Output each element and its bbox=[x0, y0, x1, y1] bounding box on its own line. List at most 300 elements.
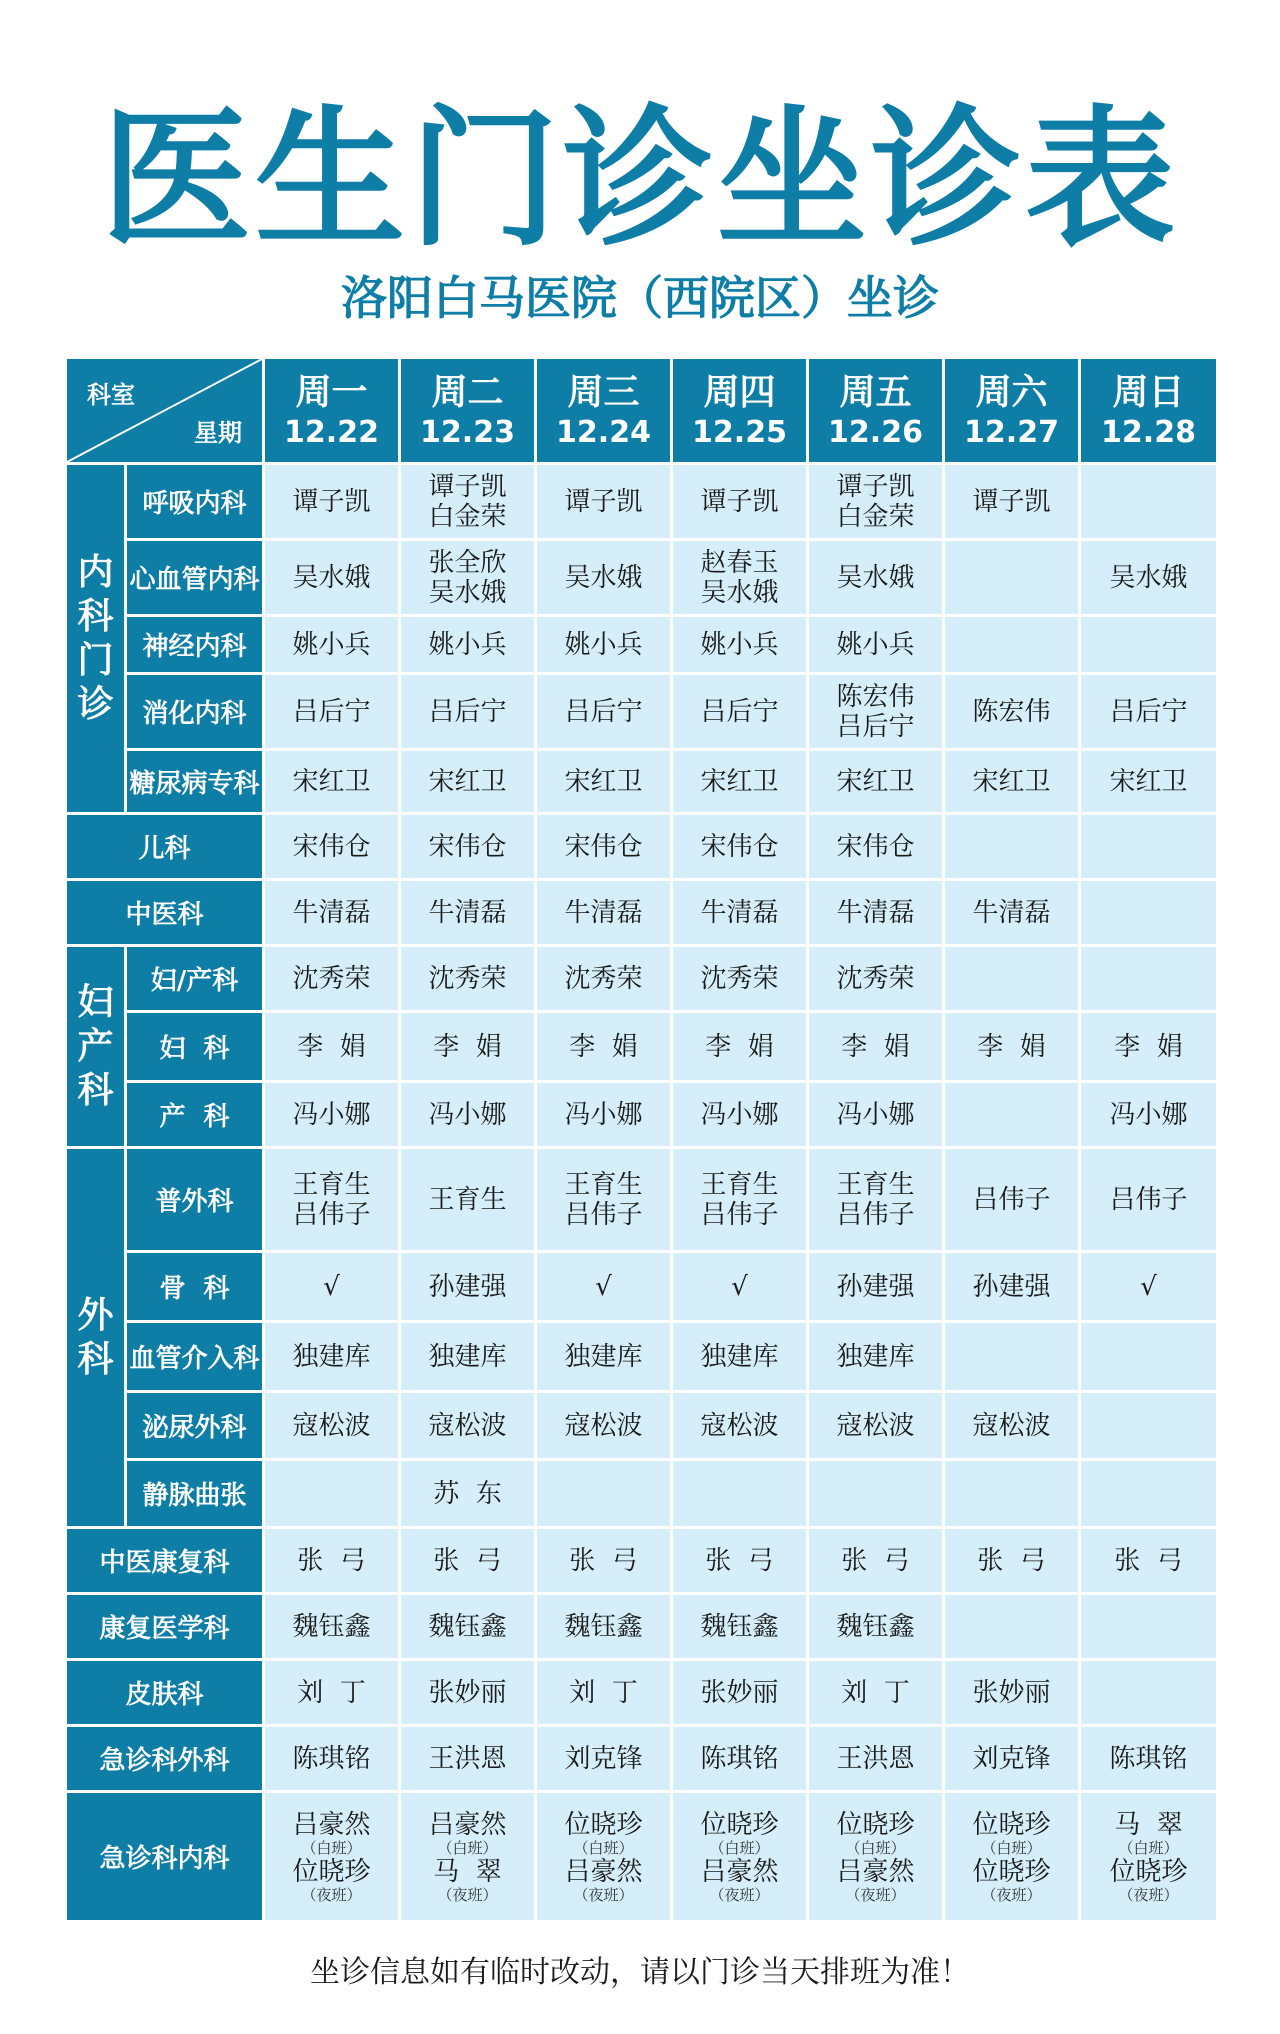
shift-label: （白班） bbox=[437, 1838, 498, 1857]
doctor-name: 李 娟 bbox=[705, 1031, 774, 1062]
table-row bbox=[66, 750, 1218, 814]
schedule-cell bbox=[536, 464, 672, 540]
schedule-cell bbox=[808, 1148, 944, 1252]
schedule-cell bbox=[944, 1322, 1080, 1392]
schedule-cell bbox=[264, 1012, 400, 1082]
schedule-cell bbox=[672, 540, 808, 616]
schedule-cell bbox=[808, 814, 944, 880]
schedule-cell bbox=[264, 1726, 400, 1792]
schedule-cell bbox=[808, 1792, 944, 1922]
schedule-cell bbox=[672, 616, 808, 674]
schedule-cell bbox=[944, 540, 1080, 616]
schedule-cell bbox=[672, 946, 808, 1012]
doctor-name: 独建库 bbox=[836, 1341, 915, 1372]
table-row bbox=[66, 1012, 1218, 1082]
doctor-name: 王洪恩 bbox=[428, 1743, 507, 1774]
schedule-cell bbox=[536, 1082, 672, 1148]
schedule-cell bbox=[400, 1082, 536, 1148]
dept-label: 泌尿外科 bbox=[126, 1392, 264, 1460]
doctor-name: 宋红卫 bbox=[564, 766, 643, 797]
day-header bbox=[672, 358, 808, 464]
doctor-name: 马 翠 bbox=[433, 1856, 502, 1887]
shift-label: （夜班） bbox=[301, 1885, 362, 1904]
doctor-name: 张 弓 bbox=[705, 1545, 774, 1576]
doctor-name: 魏钰鑫 bbox=[292, 1611, 371, 1642]
doctor-name: 赵春玉 bbox=[700, 547, 779, 578]
dept-label: 妇/产科 bbox=[126, 946, 264, 1012]
doctor-name: 寇松波 bbox=[428, 1410, 507, 1441]
doctor-name: 宋伟仓 bbox=[428, 831, 507, 862]
schedule-cell bbox=[264, 464, 400, 540]
group-label bbox=[66, 1148, 126, 1528]
schedule-cell bbox=[1080, 1528, 1218, 1594]
schedule-cell bbox=[672, 1726, 808, 1792]
schedule-cell bbox=[672, 1460, 808, 1528]
schedule-cell bbox=[944, 674, 1080, 750]
day-name: 周五 bbox=[839, 371, 912, 413]
doctor-name: 孙建强 bbox=[836, 1271, 915, 1302]
group-label bbox=[66, 946, 126, 1148]
doctor-name: 王育生 bbox=[700, 1169, 779, 1200]
doctor-name: 张妙丽 bbox=[700, 1677, 779, 1708]
schedule-cell bbox=[672, 1082, 808, 1148]
schedule-cell bbox=[400, 1252, 536, 1322]
doctor-name: 吕后宁 bbox=[836, 711, 915, 742]
doctor-name: 苏 东 bbox=[433, 1478, 502, 1509]
dept-label: 急诊科内科 bbox=[66, 1792, 264, 1922]
schedule-cell bbox=[808, 1460, 944, 1528]
schedule-cell bbox=[1080, 1082, 1218, 1148]
doctor-name: 宋伟仓 bbox=[700, 831, 779, 862]
doctor-name: 陈琪铭 bbox=[292, 1743, 371, 1774]
schedule-cell bbox=[264, 1082, 400, 1148]
subtitle: 洛阳白马医院（西院区）坐诊 bbox=[341, 271, 939, 325]
schedule-cell bbox=[536, 1148, 672, 1252]
day-header bbox=[400, 358, 536, 464]
schedule-cell bbox=[808, 1012, 944, 1082]
doctor-name: 姚小兵 bbox=[292, 629, 371, 660]
doctor-name: 宋红卫 bbox=[428, 766, 507, 797]
doctor-name: 吴水娥 bbox=[564, 562, 643, 593]
doctor-name: 白金荣 bbox=[836, 501, 915, 532]
schedule-cell bbox=[400, 1392, 536, 1460]
doctor-name: 冯小娜 bbox=[836, 1099, 915, 1130]
group-label bbox=[66, 464, 126, 814]
doctor-name: 宋红卫 bbox=[700, 766, 779, 797]
schedule-cell bbox=[400, 1148, 536, 1252]
schedule-cell bbox=[944, 464, 1080, 540]
doctor-name: 吴水娥 bbox=[292, 562, 371, 593]
schedule-cell bbox=[400, 814, 536, 880]
doctor-name: 陈宏伟 bbox=[836, 681, 915, 712]
schedule-cell bbox=[672, 674, 808, 750]
doctor-name: 魏钰鑫 bbox=[836, 1611, 915, 1642]
doctor-name: 独建库 bbox=[700, 1341, 779, 1372]
schedule-cell bbox=[400, 1726, 536, 1792]
table-row bbox=[66, 1148, 1218, 1252]
doctor-name: 李 娟 bbox=[297, 1031, 366, 1062]
doctor-name: 吕伟子 bbox=[292, 1199, 371, 1230]
doctor-name: 张 弓 bbox=[433, 1545, 502, 1576]
schedule-cell bbox=[400, 674, 536, 750]
doctor-name: 张 弓 bbox=[297, 1545, 366, 1576]
doctor-name: 刘 丁 bbox=[569, 1677, 638, 1708]
schedule-cell bbox=[536, 1322, 672, 1392]
doctor-name: 张 弓 bbox=[841, 1545, 910, 1576]
dept-label: 静脉曲张 bbox=[126, 1460, 264, 1528]
schedule-cell bbox=[672, 1322, 808, 1392]
schedule-cell bbox=[536, 1594, 672, 1660]
schedule-cell bbox=[944, 1460, 1080, 1528]
dept-label: 骨 科 bbox=[126, 1252, 264, 1322]
doctor-name: 独建库 bbox=[292, 1341, 371, 1372]
dept-label: 神经内科 bbox=[126, 616, 264, 674]
table-row bbox=[66, 616, 1218, 674]
doctor-name: 谭子凯 bbox=[292, 486, 371, 517]
schedule-cell bbox=[944, 1252, 1080, 1322]
doctor-name: 位晓珍 bbox=[564, 1809, 643, 1840]
doctor-name: 寇松波 bbox=[292, 1410, 371, 1441]
schedule-cell bbox=[264, 1528, 400, 1594]
schedule-cell bbox=[264, 1252, 400, 1322]
dept-label: 消化内科 bbox=[126, 674, 264, 750]
shift-label: （夜班） bbox=[437, 1885, 498, 1904]
check-mark: √ bbox=[595, 1271, 612, 1302]
doctor-name: 沈秀荣 bbox=[292, 963, 371, 994]
schedule-cell bbox=[808, 750, 944, 814]
group-label-text: 妇 产 科 bbox=[77, 981, 114, 1111]
schedule-cell bbox=[400, 464, 536, 540]
schedule-cell bbox=[1080, 1660, 1218, 1726]
schedule-cell bbox=[536, 1528, 672, 1594]
shift-label: （白班） bbox=[573, 1838, 634, 1857]
doctor-name: 谭子凯 bbox=[428, 471, 507, 502]
day-header bbox=[944, 358, 1080, 464]
doctor-name: 沈秀荣 bbox=[564, 963, 643, 994]
schedule-cell bbox=[400, 750, 536, 814]
schedule-cell bbox=[264, 616, 400, 674]
doctor-name: 吕豪然 bbox=[292, 1809, 371, 1840]
schedule-cell bbox=[808, 540, 944, 616]
day-date: 12.22 bbox=[284, 414, 379, 450]
shift-label: （白班） bbox=[845, 1838, 906, 1857]
schedule-cell bbox=[944, 750, 1080, 814]
schedule-cell bbox=[400, 880, 536, 946]
schedule-cell bbox=[1080, 1392, 1218, 1460]
doctor-name: 冯小娜 bbox=[1109, 1099, 1188, 1130]
doctor-name: 吕后宁 bbox=[700, 696, 779, 727]
schedule-cell bbox=[944, 1392, 1080, 1460]
schedule-cell bbox=[808, 1392, 944, 1460]
schedule-cell bbox=[808, 1252, 944, 1322]
day-name: 周六 bbox=[975, 371, 1048, 413]
shift-label: （夜班） bbox=[981, 1885, 1042, 1904]
doctor-name: 王育生 bbox=[292, 1169, 371, 1200]
dept-label: 妇 科 bbox=[126, 1012, 264, 1082]
doctor-name: 吴水娥 bbox=[836, 562, 915, 593]
table-row bbox=[66, 1252, 1218, 1322]
doctor-name: 沈秀荣 bbox=[428, 963, 507, 994]
schedule-cell bbox=[264, 540, 400, 616]
schedule-cell bbox=[1080, 1460, 1218, 1528]
main-title: 医生门诊坐诊表 bbox=[100, 93, 1179, 267]
day-name: 周日 bbox=[1112, 371, 1185, 413]
doctor-name: 王洪恩 bbox=[836, 1743, 915, 1774]
table-row bbox=[66, 814, 1218, 880]
day-name: 周一 bbox=[295, 371, 368, 413]
table-row bbox=[66, 1792, 1218, 1922]
schedule-cell bbox=[944, 1594, 1080, 1660]
schedule-cell bbox=[264, 1460, 400, 1528]
schedule-cell bbox=[536, 880, 672, 946]
doctor-name: 位晓珍 bbox=[972, 1809, 1051, 1840]
group-label-text: 内 科 门 诊 bbox=[77, 551, 114, 725]
schedule-cell bbox=[808, 1528, 944, 1594]
doctor-name: 姚小兵 bbox=[836, 629, 915, 660]
schedule-cell bbox=[944, 1012, 1080, 1082]
schedule-cell bbox=[264, 1322, 400, 1392]
schedule-cell bbox=[400, 1594, 536, 1660]
schedule-cell bbox=[1080, 880, 1218, 946]
schedule-cell bbox=[400, 1012, 536, 1082]
doctor-name: 魏钰鑫 bbox=[564, 1611, 643, 1642]
table-row bbox=[66, 1322, 1218, 1392]
corner-label-dept: 科室 bbox=[87, 381, 135, 409]
doctor-name: 吕后宁 bbox=[564, 696, 643, 727]
schedule-cell bbox=[264, 750, 400, 814]
schedule-cell bbox=[400, 540, 536, 616]
doctor-name: 宋伟仓 bbox=[564, 831, 643, 862]
day-name: 周二 bbox=[431, 371, 504, 413]
schedule-cell bbox=[1080, 540, 1218, 616]
doctor-name: 寇松波 bbox=[564, 1410, 643, 1441]
schedule-cell bbox=[536, 540, 672, 616]
schedule-cell bbox=[1080, 1148, 1218, 1252]
shift-label: （夜班） bbox=[845, 1885, 906, 1904]
doctor-name: 白金荣 bbox=[428, 501, 507, 532]
schedule-cell bbox=[672, 1148, 808, 1252]
check-mark: √ bbox=[1140, 1271, 1157, 1302]
schedule-cell bbox=[944, 1726, 1080, 1792]
doctor-name: 李 娟 bbox=[569, 1031, 638, 1062]
schedule-cell bbox=[264, 1594, 400, 1660]
doctor-name: 寇松波 bbox=[836, 1410, 915, 1441]
doctor-name: 张 弓 bbox=[977, 1545, 1046, 1576]
schedule-cell bbox=[536, 946, 672, 1012]
schedule-cell bbox=[672, 880, 808, 946]
schedule-cell bbox=[672, 750, 808, 814]
schedule-cell bbox=[808, 1322, 944, 1392]
table-row bbox=[66, 1594, 1218, 1660]
table-row bbox=[66, 880, 1218, 946]
doctor-name: 位晓珍 bbox=[972, 1856, 1051, 1887]
doctor-name: 吴水娥 bbox=[700, 577, 779, 608]
doctor-name: 宋红卫 bbox=[1109, 766, 1188, 797]
doctor-name: 姚小兵 bbox=[428, 629, 507, 660]
doctor-name: 吕豪然 bbox=[836, 1856, 915, 1887]
schedule-cell bbox=[264, 1392, 400, 1460]
dept-label: 急诊科外科 bbox=[66, 1726, 264, 1792]
schedule-cell bbox=[672, 464, 808, 540]
schedule-cell bbox=[808, 1726, 944, 1792]
schedule-cell bbox=[808, 1082, 944, 1148]
schedule-cell bbox=[944, 1148, 1080, 1252]
doctor-name: 李 娟 bbox=[977, 1031, 1046, 1062]
doctor-name: 独建库 bbox=[428, 1341, 507, 1372]
doctor-name: 吕后宁 bbox=[428, 696, 507, 727]
schedule-cell bbox=[944, 814, 1080, 880]
doctor-name: 吕伟子 bbox=[836, 1199, 915, 1230]
doctor-name: 牛清磊 bbox=[564, 897, 643, 928]
doctor-name: 位晓珍 bbox=[836, 1809, 915, 1840]
schedule-cell bbox=[808, 880, 944, 946]
schedule-cell bbox=[808, 464, 944, 540]
table-row bbox=[66, 540, 1218, 616]
day-header bbox=[264, 358, 400, 464]
schedule-cell bbox=[944, 616, 1080, 674]
doctor-name: 张全欣 bbox=[428, 547, 507, 578]
header-corner bbox=[66, 358, 264, 464]
doctor-name: 寇松波 bbox=[972, 1410, 1051, 1441]
doctor-name: 牛清磊 bbox=[428, 897, 507, 928]
doctor-name: 马 翠 bbox=[1114, 1809, 1183, 1840]
schedule-cell bbox=[1080, 1252, 1218, 1322]
doctor-name: 陈琪铭 bbox=[700, 1743, 779, 1774]
doctor-name: 张妙丽 bbox=[972, 1677, 1051, 1708]
doctor-name: 李 娟 bbox=[1114, 1031, 1183, 1062]
doctor-name: 谭子凯 bbox=[836, 471, 915, 502]
doctor-name: 牛清磊 bbox=[836, 897, 915, 928]
schedule-cell bbox=[536, 750, 672, 814]
table-row bbox=[66, 1726, 1218, 1792]
doctor-name: 刘克锋 bbox=[972, 1743, 1051, 1774]
dept-label: 普外科 bbox=[126, 1148, 264, 1252]
schedule-cell bbox=[808, 946, 944, 1012]
schedule-cell bbox=[672, 1012, 808, 1082]
corner-label-weekday: 星期 bbox=[194, 419, 242, 447]
table-row bbox=[66, 1528, 1218, 1594]
schedule-cell bbox=[536, 1460, 672, 1528]
schedule-cell bbox=[264, 946, 400, 1012]
schedule-cell bbox=[536, 814, 672, 880]
doctor-name: 牛清磊 bbox=[292, 897, 371, 928]
doctor-name: 吕伟子 bbox=[700, 1199, 779, 1230]
doctor-name: 张 弓 bbox=[1114, 1545, 1183, 1576]
day-date: 12.26 bbox=[828, 414, 923, 450]
day-header bbox=[808, 358, 944, 464]
footer-note: 坐诊信息如有临时改动，请以门诊当天排班为准！ bbox=[310, 1955, 970, 1990]
schedule-cell bbox=[672, 1594, 808, 1660]
doctor-name: 吕后宁 bbox=[1109, 696, 1188, 727]
shift-label: （白班） bbox=[1118, 1838, 1179, 1857]
schedule-cell bbox=[536, 1392, 672, 1460]
day-name: 周三 bbox=[567, 371, 640, 413]
dept-label: 中医科 bbox=[66, 880, 264, 946]
schedule-cell bbox=[264, 880, 400, 946]
doctor-name: 魏钰鑫 bbox=[428, 1611, 507, 1642]
dept-label: 儿科 bbox=[66, 814, 264, 880]
doctor-name: 陈琪铭 bbox=[1109, 1743, 1188, 1774]
shift-label: （夜班） bbox=[573, 1885, 634, 1904]
doctor-name: 牛清磊 bbox=[972, 897, 1051, 928]
check-mark: √ bbox=[731, 1271, 748, 1302]
schedule-cell bbox=[536, 1252, 672, 1322]
doctor-name: 宋红卫 bbox=[292, 766, 371, 797]
table-row bbox=[66, 1082, 1218, 1148]
table-row bbox=[66, 464, 1218, 540]
doctor-name: 牛清磊 bbox=[700, 897, 779, 928]
schedule-cell bbox=[400, 1660, 536, 1726]
doctor-name: 沈秀荣 bbox=[836, 963, 915, 994]
schedule-cell bbox=[944, 1082, 1080, 1148]
doctor-name: 张 弓 bbox=[569, 1545, 638, 1576]
schedule-cell bbox=[1080, 674, 1218, 750]
doctor-name: 谭子凯 bbox=[700, 486, 779, 517]
shift-label: （夜班） bbox=[1118, 1885, 1179, 1904]
day-header bbox=[536, 358, 672, 464]
dept-label: 中医康复科 bbox=[66, 1528, 264, 1594]
doctor-name: 姚小兵 bbox=[700, 629, 779, 660]
schedule-cell bbox=[1080, 750, 1218, 814]
schedule-cell bbox=[264, 1660, 400, 1726]
doctor-name: 位晓珍 bbox=[292, 1856, 371, 1887]
schedule-cell bbox=[536, 1792, 672, 1922]
doctor-name: 吕伟子 bbox=[972, 1184, 1051, 1215]
doctor-name: 位晓珍 bbox=[1109, 1856, 1188, 1887]
schedule-cell bbox=[536, 1726, 672, 1792]
schedule-cell bbox=[808, 1660, 944, 1726]
table-row bbox=[66, 946, 1218, 1012]
schedule-cell bbox=[264, 674, 400, 750]
doctor-name: 独建库 bbox=[564, 1341, 643, 1372]
doctor-name: 孙建强 bbox=[428, 1271, 507, 1302]
schedule-cell bbox=[808, 616, 944, 674]
schedule-cell bbox=[1080, 1726, 1218, 1792]
schedule-cell bbox=[1080, 1012, 1218, 1082]
doctor-name: 冯小娜 bbox=[700, 1099, 779, 1130]
dept-label: 血管介入科 bbox=[126, 1322, 264, 1392]
day-name: 周四 bbox=[703, 371, 776, 413]
dept-label: 康复医学科 bbox=[66, 1594, 264, 1660]
doctor-name: 王育生 bbox=[836, 1169, 915, 1200]
table-row bbox=[66, 1660, 1218, 1726]
schedule-cell bbox=[672, 1660, 808, 1726]
doctor-name: 姚小兵 bbox=[564, 629, 643, 660]
shift-label: （夜班） bbox=[709, 1885, 770, 1904]
schedule-cell bbox=[264, 1148, 400, 1252]
day-date: 12.28 bbox=[1101, 414, 1196, 450]
doctor-name: 张妙丽 bbox=[428, 1677, 507, 1708]
doctor-name: 吕豪然 bbox=[700, 1856, 779, 1887]
doctor-name: 沈秀荣 bbox=[700, 963, 779, 994]
schedule-cell bbox=[944, 946, 1080, 1012]
schedule-cell bbox=[536, 616, 672, 674]
day-date: 12.24 bbox=[556, 414, 651, 450]
schedule-cell bbox=[1080, 946, 1218, 1012]
doctor-name: 谭子凯 bbox=[564, 486, 643, 517]
schedule-cell bbox=[264, 814, 400, 880]
schedule-cell bbox=[1080, 814, 1218, 880]
doctor-name: 刘 丁 bbox=[297, 1677, 366, 1708]
dept-label: 产 科 bbox=[126, 1082, 264, 1148]
doctor-name: 宋红卫 bbox=[972, 766, 1051, 797]
doctor-name: 位晓珍 bbox=[700, 1809, 779, 1840]
doctor-name: 谭子凯 bbox=[972, 486, 1051, 517]
schedule-cell bbox=[400, 616, 536, 674]
day-header bbox=[1080, 358, 1218, 464]
doctor-name: 冯小娜 bbox=[428, 1099, 507, 1130]
doctor-name: 李 娟 bbox=[841, 1031, 910, 1062]
